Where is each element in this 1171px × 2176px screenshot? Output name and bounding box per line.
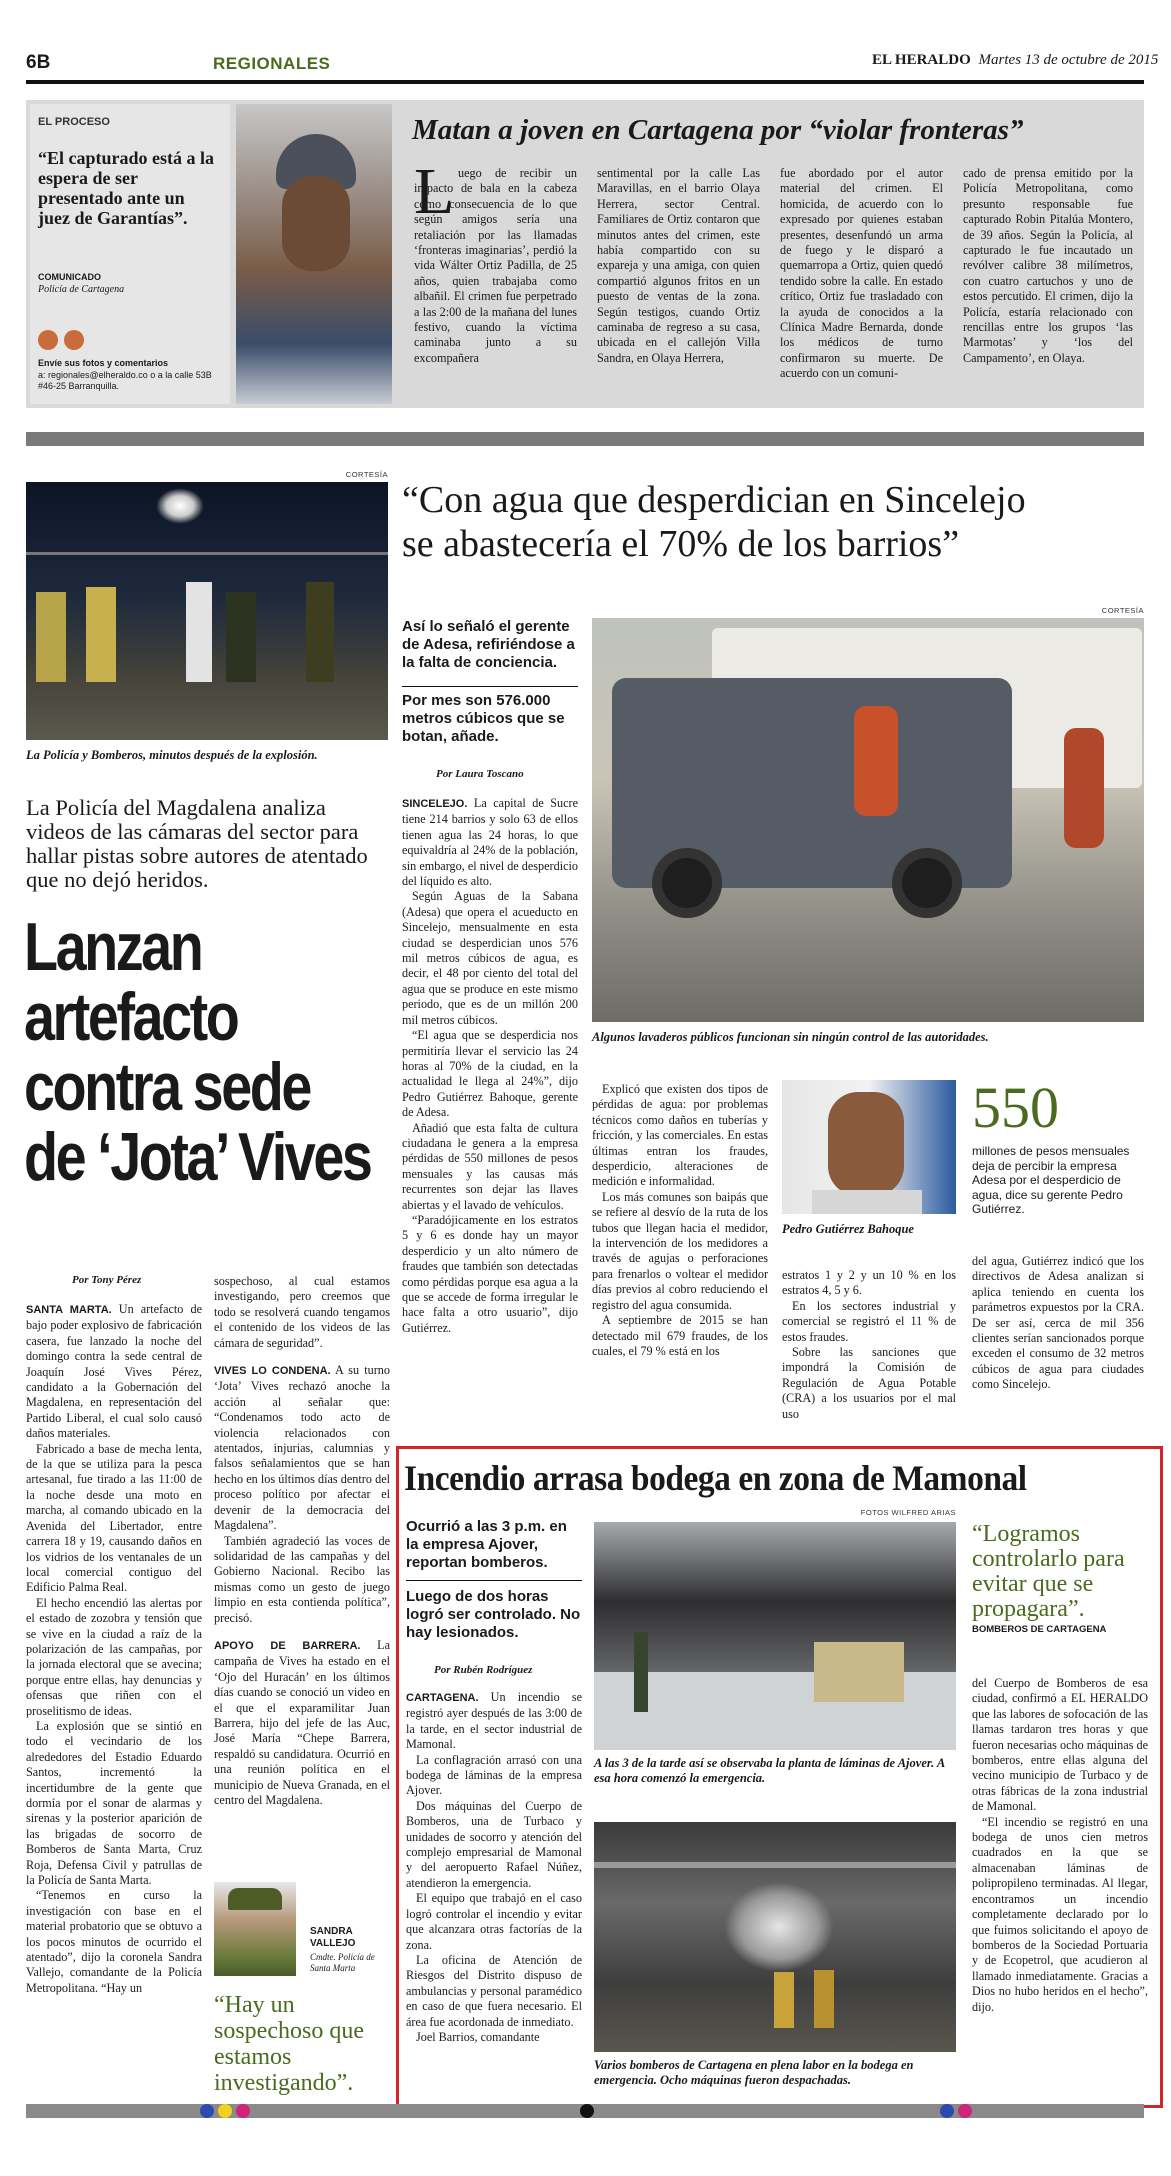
article3-col1 [402, 796, 578, 1336]
article3-deck1: Así lo señaló el gerente de Adesa, refiriéndose a la falta de conciencia. [402, 618, 575, 671]
article4-photo-credit: FOTOS WILFRED ARIAS [860, 1508, 956, 1517]
article3-col2 [592, 1082, 768, 1359]
article4-deck1: Ocurrió a las 3 p.m. en la empresa Ajover, reportan bomberos. [406, 1518, 567, 1571]
registration-mark [236, 2104, 250, 2118]
paragraph: Dos máquinas del Cuerpo de Bomberos, una de Turbaco y unidades de socorro y atención del complejo empresarial de Mamonal y del aeropuerto Rafael Núñez, atendieron la emergencia. [406, 1798, 582, 1890]
registration-mark [958, 2104, 972, 2118]
article2-caption: La Policía y Bomberos, minutos después de la explosión. [26, 748, 318, 762]
article2-headline-line: artefacto [24, 979, 238, 1055]
paragraph: La oficina de Atención de Riesgos del Distrito dispuso de ambulancias y personal paramédico en caso de que fuera necesario. El área fue acordonada de inmediato. [406, 1952, 582, 2029]
paper-name: EL HERALDO [872, 52, 971, 68]
victim-photo [236, 104, 392, 404]
article3-col3 [782, 1268, 956, 1422]
article4-caption1: A las 3 de la tarde así se observaba la planta de láminas de Ajover. A esa hora comenzó la emergencia. [594, 1756, 945, 1785]
article2-headline-line: contra sede [24, 1049, 310, 1125]
paragraph: La explosión que se sintió en todo el vecindario de los alrededores del Estadio Eduardo Santos, incrementó la incertidumbre de la gente que dormía por el sonar de alarmas y sirenas y la posterior aparición de las brigadas de socorro de Bomberos de Santa Marta, Cruz Roja, Defensa Civil y patrullas de la Policía de Santa Marta. [26, 1718, 202, 1888]
paragraph: Sobre las sanciones que impondrá la Comisión de Regulación de Agua Potable (CRA) a los usuarios por el mal uso [782, 1345, 956, 1421]
paragraph: También agradeció las voces de solidaridad de las campañas y del Gobierno Nacional. Recibo las mismas como un gesto de juego limpio en esta contienda política”, precisó. [214, 1533, 390, 1625]
subhead: VIVES LO CONDENA. [214, 1365, 331, 1378]
article3-headline-line: se abastecería el 70% de los barrios” [402, 523, 960, 565]
article2-headline-line: de ‘Jota’ Vives [24, 1119, 371, 1195]
contact-title: Envíe sus fotos y comentarios [38, 358, 169, 368]
article1-dropcap: L [414, 155, 455, 228]
explosion-photo [26, 482, 388, 740]
camera-icon [38, 330, 58, 350]
paragraph: Explicó que existen dos tipos de pérdidas de agua: por problemas técnicos como daños en tuberías y fricción, y las comerciales. En estas últimas entran los fraudes, desperdicio, alteraciones de medición e informalidad. [592, 1082, 768, 1189]
article4-quote-source: BOMBEROS DE CARTAGENA [972, 1624, 1107, 1635]
paragraph: El equipo que trabajó en el caso logró controlar el incendio y evitar que alcanzara otras factorías de la zona. [406, 1891, 582, 1952]
contact-text: a: regionales@elheraldo.co o a la calle 53B #46-25 Barranquilla. [38, 370, 212, 391]
dateline: SANTA MARTA. [26, 1304, 112, 1316]
article3-byline: Por Laura Toscano [436, 768, 524, 780]
article1-title: Matan a joven en Cartagena por “violar fronteras” [412, 114, 1024, 146]
proceso-source-role: Policía de Cartagena [38, 284, 125, 295]
article4-col1 [406, 1690, 582, 2045]
article1-col3: fue abordado por el autor material del crimen. El homicida, de acuerdo con lo expresado por quienes estaban presentes, desenfundó un arma de fuego y le disparó a quemarropa a Ortiz, quien quedó tendido sobre la calle. En estado crítico, Ortiz fue trasladado con la ayuda de conocidos a la Clínica Madre Bernarda, donde los médicos de turno confirmaron su muerte. De acuerdo con un comuni- [780, 166, 943, 381]
subhead: APOYO DE BARRERA. [214, 1639, 361, 1652]
header-rule [26, 80, 1144, 84]
carwash-photo [592, 618, 1144, 1022]
article2-col2 [214, 1274, 390, 1808]
paragraph: Añadió que esta falta de cultura ciudadana le genera a la empresa pérdidas de 550 millones de pesos mensuales y las causas más recurrentes son dejar las llaves abiertas y el lavado de vehículos. [402, 1120, 578, 1212]
proceso-source-name: COMUNICADO [38, 272, 101, 282]
article2-byline: Por Tony Pérez [72, 1274, 142, 1286]
article2-headline [24, 909, 371, 1195]
article4-caption2: Varios bomberos de Cartagena en plena labor en la bodega en emergencia. Ocho máquinas fueron despachadas. [594, 2058, 914, 2087]
paragraph: La capital de Sucre tiene 214 barrios y solo 63 de ellos tienen agua las 24 horas, lo que equivaldría al 24% de la población, sin embargo, el nivel de desperdicio del líquido es alto. [402, 796, 578, 889]
paragraph: A septiembre de 2015 se han detectado mil 679 fraudes, de los cuales, el 79 % está en los [592, 1313, 768, 1358]
article3-deck2: Por mes son 576.000 metros cúbicos que se botan, añade. [402, 692, 565, 745]
masthead [872, 52, 1158, 69]
portrait-caption: Pedro Gutiérrez Bahoque [782, 1222, 914, 1236]
paragraph: “Tenemos en curso la investigación con base en el material probatorio que se obtuvo a los pocos minutos de ocurrido el atentado”, dijo la coronela Sandra Vallejo, comandante de la Policía Metropolitana. “Hay un [26, 1888, 202, 1995]
paragraph: sospechoso, al cual estamos investigando, pero creemos que todo se resolverá cuando tengamos el contenido de los videos de las cámara de seguridad”. [214, 1274, 390, 1350]
section-name: REGIONALES [213, 54, 331, 73]
paragraph: del Cuerpo de Bomberos de esa ciudad, confirmó a EL HERALDO que las labores de sofocación de las llamas tardaron tres horas y que fueron necesarias ocho máquinas de bomberos, entre ellas alguna del vecino municipio de Turbaco y de otras fábricas de la zona industrial de Mamonal. [972, 1676, 1148, 1814]
article4-col3 [972, 1676, 1148, 2015]
article3-col4 [972, 1254, 1144, 1393]
article4-quote: “Logramos controlarlo para evitar que se propagara”. [972, 1521, 1125, 1622]
firefighters-photo [594, 1822, 956, 2052]
article2-col1 [26, 1302, 202, 1996]
registration-mark [940, 2104, 954, 2118]
dateline: SINCELEJO. [402, 798, 468, 810]
paragraph: “El incendio se registró en una bodega de unos cien metros cuadrados en la que se almacenaban láminas de polipropileno terminadas. Al llegar, encontramos un incendio completamente declarado por lo que fuimos solicitando el apoyo de bomberos de la Sociedad Portuaria y de Ecopetrol, que acudieron al llamado inmediatamente. Gracias a Dios no hubo heridos en el hecho”, dijo. [972, 1814, 1148, 2014]
article2-deck: La Policía del Magdalena analiza videos de las cámaras del sector para hallar pistas sobre autores de atentado que no dejó heridos. [26, 795, 368, 892]
deck-divider [402, 686, 578, 687]
paragraph: La conflagración arrasó con una bodega de láminas de la empresa Ajover. [406, 1752, 582, 1798]
vallejo-photo [214, 1882, 296, 1976]
proceso-quote: “El capturado está a la espera de ser presentado ante un juez de Garantías”. [38, 148, 215, 228]
paragraph: “Paradójicamente en los estratos 5 y 6 es donde hay un mayor desperdicio y un alto número de fraudes que también son detectadas como pérdidas porque esa agua a la que se accede de forma irregular le hace falta a otro usuario”, dijo Gutiérrez. [402, 1212, 578, 1335]
registration-mark [200, 2104, 214, 2118]
article3-caption: Algunos lavaderos públicos funcionan sin ningún control de las autoridades. [592, 1030, 989, 1044]
paragraph: La campaña de Vives ha estado en el ‘Ojo del Huracán’ en los últimos días cuando se conoció un video en el que el exparamilitar Juan Barrera, hijo del jefe de las Auc, José María “Chepe Barrera, respaldó su candidatura. Ocurrió en una reunión política en el municipio de Nueva Granada, en el centro del Magdalena. [214, 1637, 390, 1807]
comment-icon [64, 330, 84, 350]
registration-mark [218, 2104, 232, 2118]
registration-mark [580, 2104, 594, 2118]
article1-col1: uego de recibir un impacto de bala en la cabeza como consecuencia de lo que según amigos sería una retaliación por las llamadas ‘fronteras imaginarias’, perdió la vida Wálter Ortiz Padilla, de 25 años, quien trabajaba como albañil. El crimen fue perpetrado a las 2:00 de la mañana del lunes festivo, cuando la víctima caminaba junto a su excompañera [414, 166, 577, 365]
vallejo-name-line: SANDRA [310, 1926, 353, 1937]
paragraph: Un incendio se registró ayer después de las 3:00 de la tarde, en el sector industrial de Mamonal. [406, 1690, 582, 1752]
vallejo-name-line: VALLEJO [310, 1938, 356, 1949]
deck-divider [406, 1580, 582, 1581]
proceso-label: EL PROCESO [38, 116, 110, 128]
paragraph: A su turno ‘Jota’ Vives rechazó anoche la acción al señalar que: “Condenamos todo acto de violencia relacionados con atentados, injurias, calumnias y falsos señalamientos que se han hecho en los últimos días dentro del proceso político por afectar el devenir de la democracia del Magdalena”. [214, 1363, 390, 1533]
vallejo-quote: “Hay un sospechoso que estamos investigando”. [214, 1992, 364, 2096]
paragraph: “El agua que se desperdicia nos permitiría llevar el servicio las 24 horas al 70% de la ciudad, en la actualidad le llega al 24%”, dijo Pedro Gutiérrez Bahoque, gerente de Adesa. [402, 1028, 578, 1120]
gutierrez-photo [782, 1080, 956, 1214]
paragraph: Según Aguas de la Sabana (Adesa) que opera el acueducto en Sincelejo, mensualmente en esta ciudad se desperdician unos 576 mil metros cúbicos de agua, es decir, el 48 por ciento del total del agua que se produce en este mismo periodo, que es de un millón 200 mil metros cúbicos. [402, 889, 578, 1027]
article1-col2: sentimental por la calle Las Maravillas, en el barrio Olaya Herrera, sector Central. Familiares de Ortiz contaron que minutos antes del crimen, este había compartido con su expareja y una amiga, con quien compartió algunos fritos en un puesto de ventas de la zona. Según testigos, cuando Ortiz caminaba de regreso a su casa, ubicada en el callejón Villa Sandra, en Olaya Herrera, [597, 166, 760, 365]
issue-date: Martes 13 de octubre de 2015 [978, 52, 1159, 68]
vallejo-role: Cmdte. Policía de Santa Marta [310, 1952, 375, 1973]
article2-photo-credit: CORTESÍA [345, 470, 388, 479]
section-band [26, 432, 1144, 446]
smoke-photo [594, 1522, 956, 1750]
paragraph: Joel Barrios, comandante [416, 2029, 540, 2044]
dateline: CARTAGENA. [406, 1692, 479, 1704]
article4-byline: Por Rubén Rodríguez [434, 1664, 533, 1676]
article3-photo-credit: CORTESÍA [1101, 606, 1144, 615]
article3-headline-line: “Con agua que desperdician en Sincelejo [402, 479, 1026, 521]
page-number: 6B [26, 52, 51, 73]
vallejo-name [310, 1926, 355, 1950]
article1-col4: cado de prensa emitido por la Policía Metropolitana, como presunto responsable fue capturado Robin Pitalúa Montero, de 39 años. Según la Policía, al capturado le fue incautado un revólver calibre 38 milímetros, con cuatro cartuchos y uno de estos percutido. El crimen, dijo la Policía, estaría relacionado con rencillas entre los grupos ‘las Marmotas’ y ‘los del Campamento’, en Olaya. [963, 166, 1133, 365]
article4-headline: Incendio arrasa bodega en zona de Mamonal [404, 1458, 1027, 1498]
paragraph: Los más comunes son baipás que se refiere al desvío de la ruta de los tubos que llegan hacia el medidor, la intervención de los medidores a través de agujas o perforaciones para frenarlos o voltear el medidor días previos al cobro reduciendo el registro del agua consumida. [592, 1189, 768, 1312]
fact-text: millones de pesos mensuales deja de percibir la empresa Adesa por el desperdicio de agua, dice su gerente Pedro Gutiérrez. [972, 1144, 1130, 1216]
article4-deck2: Luego de dos horas logró ser controlado. No hay lesionados. [406, 1588, 581, 1641]
paragraph: En los sectores industrial y comercial se registró el 11 % de estos fraudes. [782, 1298, 956, 1344]
article2-headline-line: Lanzan [24, 909, 202, 985]
article3-headline [402, 478, 1146, 566]
paragraph: estratos 1 y 2 y un 10 % en los estratos 4, 5 y 6. [782, 1268, 956, 1298]
paragraph: del agua, Gutiérrez indicó que los directivos de Adesa analizan si aplica teniendo en cuenta los parámetros expuestos por la CRA. De ser así, cerca de mil 356 clientes serían sancionados porque exceden el consumo de 32 metros cúbicos de agua para ciudades como Sincelejo. [972, 1254, 1144, 1392]
paragraph: Fabricado a base de mecha lenta, de la que se utiliza para la pesca artesanal, fue tirado a las 11:00 de la noche desde una moto en marcha, al comando ubicado en la Avenida del Libertador, entre carrera 18 y 19, causando daños en los vidrios de los ventanales de un local comercial contiguo del Edificio Palma Real. [26, 1441, 202, 1595]
paragraph: Un artefacto de bajo poder explosivo de fabricación casera, fue lanzado la noche del domingo contra la sede central de Joaquín José Vives Pérez, candidato a la Gobernación del Magdalena, en representación del Partido Liberal, el cual solo causó daños materiales. [26, 1302, 202, 1441]
fact-number: 550 [972, 1075, 1059, 1140]
paragraph: El hecho encendió las alertas por el estado de zozobra y tensión que se vive en la ciudad a raíz de la polarización de las campañas, por la jornada electoral que se avecina; porque entre ellas, hay denuncias y ofensas que riñen con el proselitismo de ideas. [26, 1595, 202, 1718]
